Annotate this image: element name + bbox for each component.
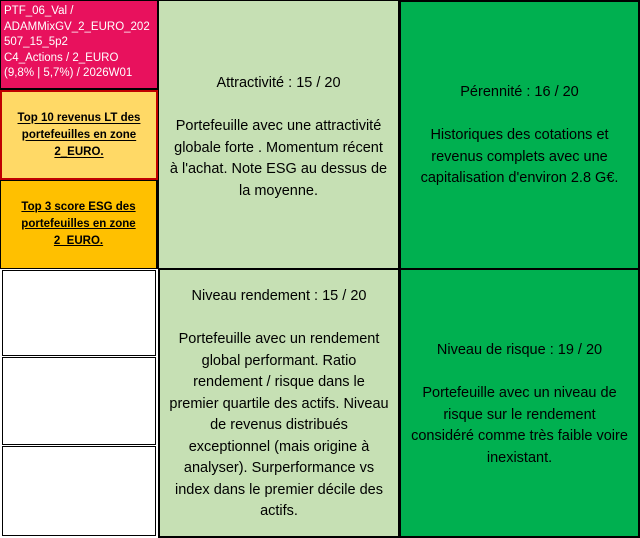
spacer — [168, 308, 390, 330]
risque-description: Portefeuille avec un niveau de risque sur le rendement considéré comme très faible voire inexistant. — [411, 385, 628, 466]
top3-esg-link[interactable]: Top 3 score ESG des portefeuilles en zone 2_EURO. — [21, 201, 136, 247]
perennite-heading: Pérennité : 16 / 20 — [460, 84, 579, 100]
attractivite-card[interactable] — [158, 0, 399, 270]
attractivite-heading: Attractivité : 15 / 20 — [216, 75, 341, 91]
spacer — [411, 104, 628, 126]
empty-cell[interactable] — [2, 446, 156, 536]
risque-heading: Niveau de risque : 19 / 20 — [436, 342, 603, 358]
portfolio-title-cell[interactable] — [0, 0, 158, 90]
rendement-description: Portefeuille avec un rendement global performant. Ratio rendement / risque dans le premier quartile des actifs. Niveau de revenus distribués exceptionnel (mais origine à analyser). Surperformance vs index dans le premier décile des actifs. — [169, 331, 389, 519]
perennite-card[interactable] — [399, 0, 640, 270]
perennite-description: Historiques des cotations et revenus complets avec une capitalisation d'environ 2.8 G€. — [420, 127, 619, 186]
top3-esg-link-cell[interactable] — [0, 180, 158, 269]
top10-revenus-link[interactable]: Top 10 revenus LT des portefeuilles en zone 2_EURO. — [17, 111, 141, 158]
empty-cell[interactable] — [2, 270, 156, 356]
attractivite-description: Portefeuille avec une attractivité globale forte . Momentum récent à l'achat. Note ESG au dessus de la moyenne. — [169, 118, 388, 199]
spacer — [411, 362, 628, 384]
empty-cell[interactable] — [2, 357, 156, 445]
risque-card[interactable] — [399, 268, 640, 538]
portfolio-title-line: ADAMMixGV_2_EURO_202 — [4, 20, 150, 33]
portfolio-title-line: PTF_06_Val / — [4, 5, 74, 17]
top10-revenus-link-cell[interactable] — [0, 90, 158, 180]
rendement-card[interactable] — [158, 268, 399, 538]
rendement-heading: Niveau rendement : 15 / 20 — [191, 288, 367, 304]
spacer — [169, 95, 388, 117]
portfolio-title-line: C4_Actions / 2_EURO — [4, 51, 119, 64]
portfolio-title-line: 507_15_5p2 — [4, 36, 68, 48]
portfolio-title-line: (9,8% | 5,7%) / 2026W01 — [4, 67, 133, 79]
